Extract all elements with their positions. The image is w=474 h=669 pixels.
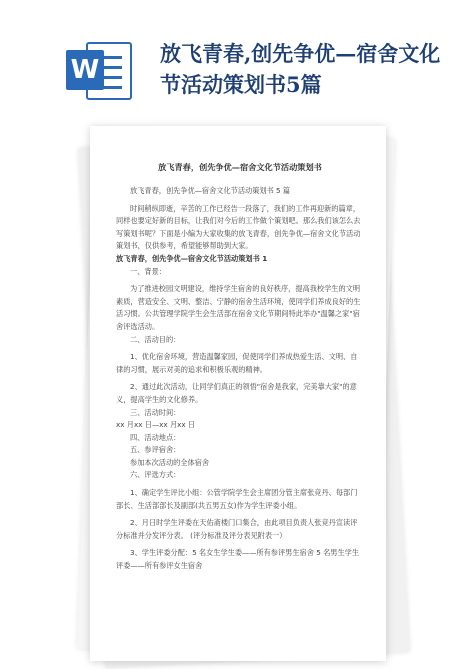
doc-section-heading: 放飞青春，创先争优—宿舍文化节活动策划书 1	[116, 253, 268, 263]
doc-paragraph: 3、学生评委分配：5 名女生学生委——所有参评男生宿舍 5 名男生学生评委——所有参评女生宿舍	[116, 548, 360, 571]
doc-heading: 二、活动目的：	[130, 334, 181, 344]
doc-heading: 五、参评宿舍：	[130, 445, 181, 455]
doc-paragraph: 放飞青春，创先争优—宿舍文化节活动策划书 5 篇	[130, 186, 291, 195]
header-banner	[0, 0, 474, 110]
doc-paragraph: 2、通过此次活动，让同学们真正的领悟"宿舍是我家，完美靠大家"的意义，提高学生的文化修养。	[116, 382, 357, 404]
page-title: 放飞青春,创先争优—宿舍文化节活动策划书5篇	[160, 41, 441, 97]
doc-heading: 六、评选方式：	[130, 470, 181, 480]
doc-paragraph: 1、优化宿舍环境，营造温馨家园，促使同学们养成热爱生活、文明、自律的习惯，展示对美的追求和积极乐观的精神。	[116, 352, 358, 374]
word-document-icon	[66, 38, 136, 106]
doc-paragraph: 1、确定学生评比小组：公管学院学生会主席团分管主席张竞丹、每部门部长、生活部部长及副部(共五男五女)作为学生评委小组。	[116, 488, 358, 510]
document-preview-page	[90, 126, 386, 661]
document-title: 放飞青春，创先争优—宿舍文化节活动策划书	[158, 162, 322, 172]
doc-paragraph: xx 月xx 日—xx 月xx 日	[116, 420, 196, 430]
doc-paragraph: 参加本次活动的全体宿舍	[130, 457, 210, 467]
doc-heading: 三、活动时间：	[130, 407, 181, 417]
doc-paragraph: 为了推进校园文明建设，维持学生宿舍的良好秩序，提高我校学生的文明素质，营造安全、文明、整洁、宁静的宿舍生活环境，使同学们养成良好的生活习惯。公共管理学院学生会生活部在宿舍文化节期间特此举办"温馨之家"宿舍评选活动。	[116, 284, 361, 331]
doc-paragraph: 2、月日时学生评委在天佑斋楼门口集合，由此项目负责人张竞丹宣读评分标准并分发评分表。 (评分标准及评分表见附表一）	[116, 518, 358, 540]
doc-heading: 一、背景：	[130, 266, 166, 276]
doc-paragraph: 时间稍纵即逝，辛苦的工作已经告一段落了，我们的工作再迎新的篇章，同样也要定好新的目标，让我们对今后的工作做个策划吧。那么我们该怎么去写策划书呢？下面是小编为大家收集的放飞青春，创先争优—宿舍文化节活动策划书，仅供参考，希望能够帮助到大家。	[116, 203, 361, 251]
word-badge: W	[66, 50, 104, 90]
doc-heading: 四、活动地点：	[130, 432, 181, 442]
